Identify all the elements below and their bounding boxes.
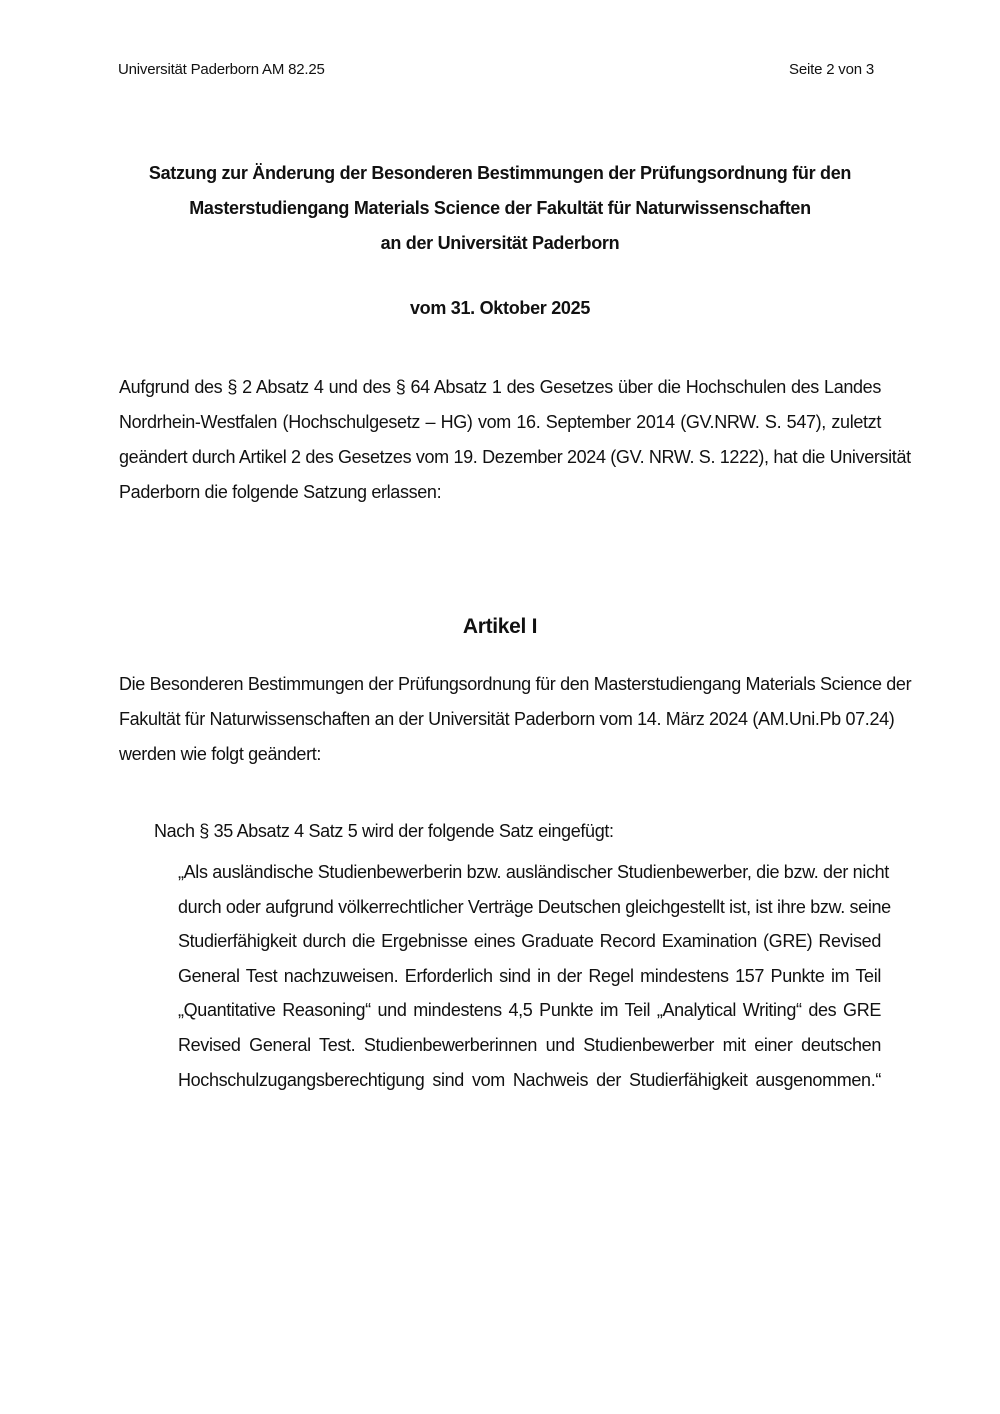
title-line-1: Satzung zur Änderung der Besonderen Bestimmungen der Prüfungsordnung für den: [148, 163, 852, 183]
preamble-line: geändert durch Artikel 2 des Gesetzes vom 19. Dezember 2024 (GV. NRW. S. 1222), hat die Universität: [119, 447, 911, 467]
artikel-line: Fakultät für Naturwissenschaften an der Universität Paderborn vom 14. März 2024 (AM.Uni.Pb 07.24): [119, 709, 895, 729]
amendment-instruction: Nach § 35 Absatz 4 Satz 5 wird der folgende Satz eingefügt:: [154, 821, 614, 841]
quote-line: Studierfähigkeit durch die Ergebnisse eines Graduate Record Examination (GRE) Revised: [178, 931, 881, 952]
preamble-line: Paderborn die folgende Satzung erlassen:: [119, 482, 442, 502]
quote-line: „Quantitative Reasoning“ und mindestens 4,5 Punkte im Teil „Analytical Writing“ des GRE: [178, 1000, 881, 1021]
preamble-line: Nordrhein-Westfalen (Hochschulgesetz – HG) vom 16. September 2014 (GV.NRW. S. 547), zuletzt: [119, 412, 881, 432]
artikel-line: Die Besonderen Bestimmungen der Prüfungsordnung für den Masterstudiengang Materials Science der: [119, 674, 912, 694]
header-page-number: Seite 2 von 3: [789, 61, 874, 78]
artikel-line: werden wie folgt geändert:: [119, 744, 322, 764]
page-header: [118, 60, 874, 82]
quote-line: Hochschulzugangsberechtigung sind vom Nachweis der Studierfähigkeit ausgenommen.“: [178, 1069, 881, 1090]
header-publication: Universität Paderborn AM 82.25: [118, 61, 325, 78]
document-date: vom 31. Oktober 2025: [409, 298, 591, 318]
document-title: [100, 156, 900, 261]
artikel-paragraph: [119, 667, 912, 772]
title-line-3: an der Universität Paderborn: [380, 233, 620, 253]
quote-line: „Als ausländische Studienbewerberin bzw. ausländischer Studienbewerber, die bzw. der nicht: [178, 862, 889, 882]
title-line-2: Masterstudiengang Materials Science der Fakultät für Naturwissenschaften: [189, 198, 811, 218]
preamble-paragraph: [119, 370, 911, 510]
quote-line: General Test nachzuweisen. Erforderlich sind in der Regel mindestens 157 Punkte im Teil: [178, 965, 881, 986]
quote-line: Revised General Test. Studienbewerberinnen und Studienbewerber mit einer deutschen: [178, 1034, 881, 1055]
preamble-line: Aufgrund des § 2 Absatz 4 und des § 64 Absatz 1 des Gesetzes über die Hochschulen des Landes: [119, 377, 881, 397]
artikel-heading: Artikel I: [462, 615, 538, 638]
quote-line: durch oder aufgrund völkerrechtlicher Verträge Deutschen gleichgestellt ist, ist ihre bzw. seine: [178, 896, 891, 917]
inserted-sentence-quote: [178, 855, 891, 1097]
